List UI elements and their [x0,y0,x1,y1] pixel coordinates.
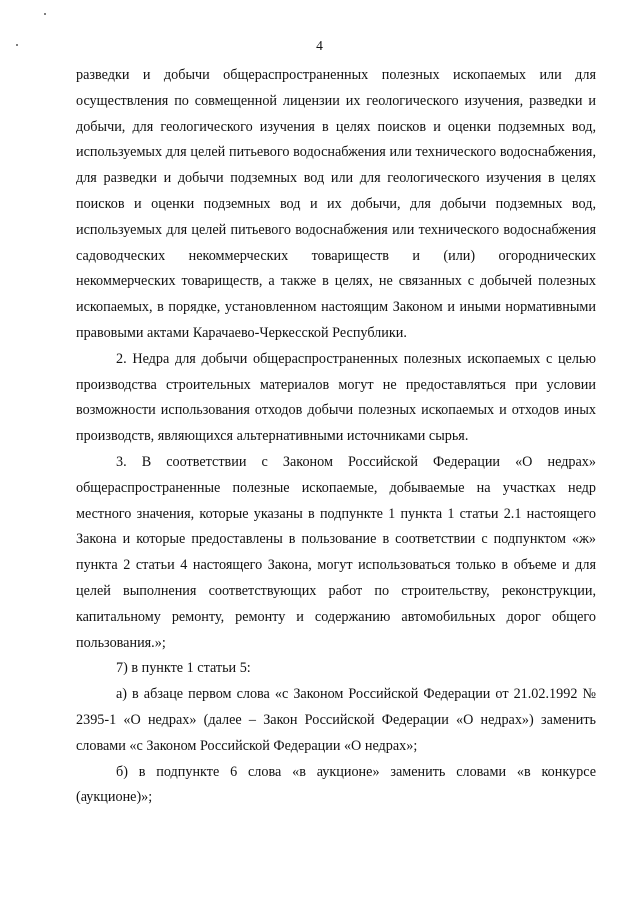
paragraph-item-2: 2. Недра для добычи общераспространенных полезных ископаемых с целью производства строительных материалов могут не предоставляться при условии возможности использования отходов добычи полезных ископаемых и отходов иных производств, являющихся альтернативными источниками сырья. [76,350,596,445]
page-number: 4 [316,38,323,53]
paragraph-item-7: 7) в пункте 1 статьи 5: [116,660,251,677]
document-body [76,63,596,811]
scan-speck [44,13,46,15]
paragraph-continuation: разведки и добычи общераспространенных полезных ископаемых или для осуществления по совмещенной лицензии их геологического изучения, разведки и добычи, для геологического изучения в целях поисков и оценки подземных вод, используемых для целей питьевого водоснабжения или технического водоснабжения, для разведки и добычи подземных вод или для геологического изучения в целях поисков и оценки подземных вод и их добычи, для добычи подземных вод, используемых для целей питьевого водоснабжения или технического водоснабжения садоводческих некоммерческих товариществ и (или) огороднических некоммерческих товариществ, а также в целях, не связанных с добычей полезных ископаемых, в порядке, установленном настоящим Законом и иными нормативными правовыми актами Карачаево-Черкесской Республики. [76,67,596,341]
paragraph-item-3: 3. В соответствии с Законом Российской Федерации «О недрах» общераспространенные полезные ископаемые, добываемые на участках недр местного значения, которые указаны в подпункте 1 пункта 1 статьи 2.1 настоящего Закона и которые предоставлены в пользование в соответствии с подпунктом «ж» пункта 2 статьи 4 настоящего Закона, могут использоваться только в объеме и для целей выполнения соответствующих работ по строительству, реконструкции, капитальному ремонту, ремонту и содержанию автомобильных дорог общего пользования.»; [76,453,596,651]
paragraph-subitem-b: б) в подпункте 6 слова «в аукционе» заменить словами «в конкурсе (аукционе)»; [76,763,596,806]
paragraph-subitem-a: а) в абзаце первом слова «с Законом Российской Федерации от 21.02.1992 № 2395-1 «О недрах» (далее – Закон Российской Федерации «О недрах») заменить словами «с Законом Российской Федерации «О недрах»; [76,686,596,754]
